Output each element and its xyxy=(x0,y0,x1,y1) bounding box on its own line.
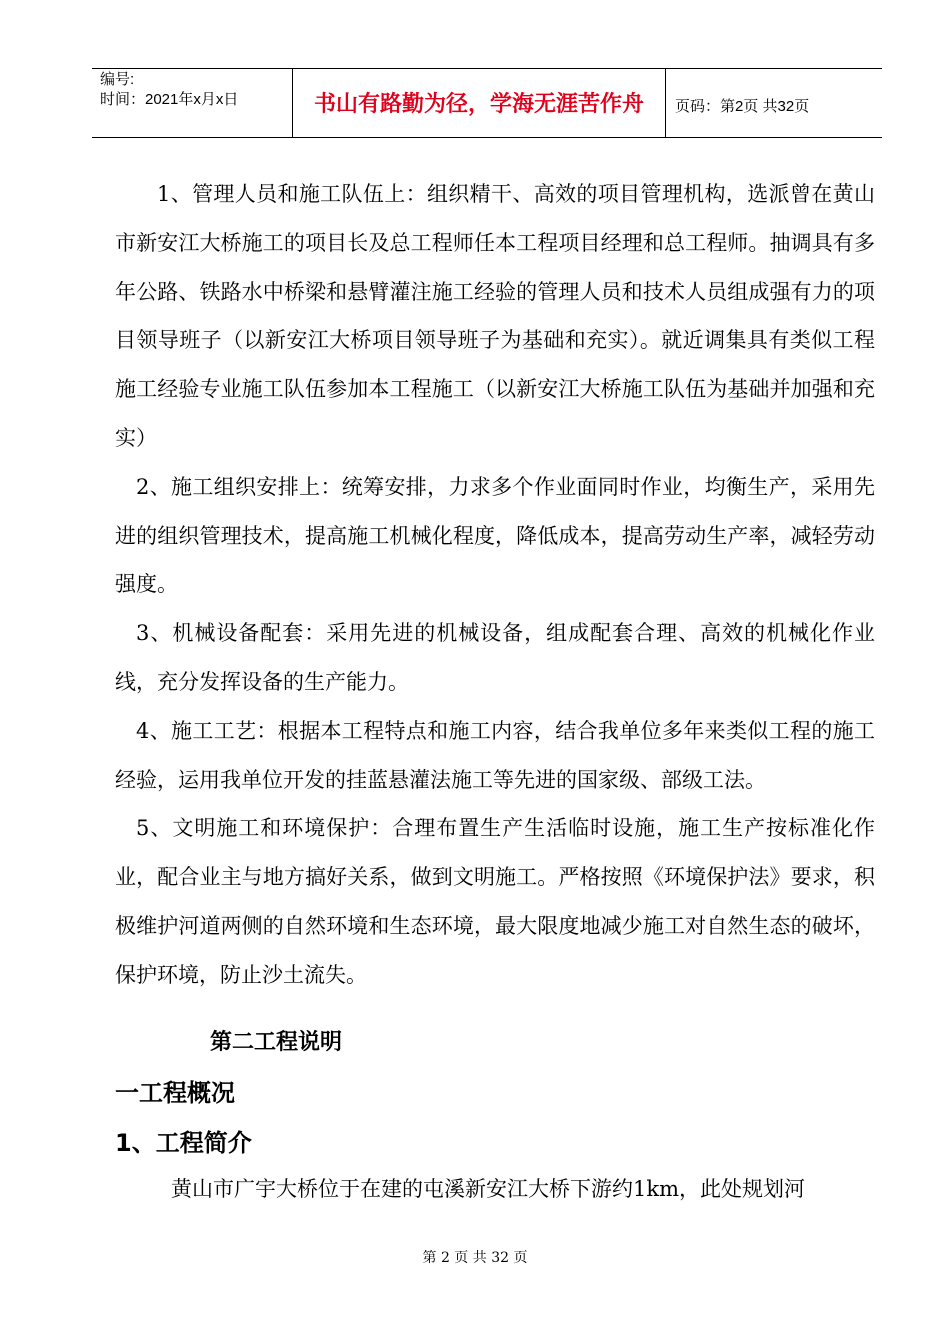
item-heading: 1、工程简介 xyxy=(115,1129,252,1157)
paragraph-3: 3、机械设备配套：采用先进的机械设备，组成配套合理、高效的机械化作业线，充分发挥设备的生产能力。 xyxy=(115,621,875,694)
paragraph-4: 4、施工工艺：根据本工程特点和施工内容，结合我单位多年来类似工程的施工经验，运用我单位开发的挂蓝悬灌法施工等先进的国家级、部级工法。 xyxy=(115,718,875,792)
body-paragraphs xyxy=(115,170,875,1000)
header-meta-cell xyxy=(92,69,292,137)
time-label: 时间：2021年x月x日 xyxy=(100,91,239,108)
paragraph-5: 5、文明施工和环境保护：合理布置生产生活临时设施，施工生产按标准化作业，配合业主与地方搞好关系，做到文明施工。严格按照《环境保护法》要求，积极维护河道两侧的自然环境和生态环境，最大限度地减少施工对自然生态的破坏，保护环境，防止沙土流失。 xyxy=(115,816,875,987)
page-footer: 第 2 页 共 32 页 xyxy=(422,1250,528,1266)
paragraph-2: 2、施工组织安排上：统筹安排，力求多个作业面同时作业，均衡生产，采用先进的组织管理技术，提高施工机械化程度，降低成本，提高劳动生产率，减轻劳动强度。 xyxy=(115,474,875,597)
page-info: 页码：第2页 共32页 xyxy=(675,98,810,115)
header-motto-cell xyxy=(292,69,666,137)
document-header xyxy=(92,68,882,138)
intro-paragraph-block xyxy=(115,1165,875,1214)
paragraph-1: 1、管理人员和施工队伍上：组织精干、高效的项目管理机构，选派曾在黄山市新安江大桥施工的项目长及总工程师任本工程项目经理和总工程师。抽调具有多年公路、铁路水中桥梁和悬臂灌注施工经验的管理人员和技术人员组成强有力的项目领导班子（以新安江大桥项目领导班子为基础和充实）。就近调集具有类似工程施工经验专业施工队伍参加本工程施工（以新安江大桥施工队伍为基础并加强和充实） xyxy=(115,182,875,450)
motto: 书山有路勤为径，学海无涯苦作舟 xyxy=(313,92,644,117)
header-page-cell xyxy=(665,69,882,137)
subsection-heading: 一工程概况 xyxy=(115,1079,235,1107)
intro-paragraph: 黄山市广宇大桥位于在建的屯溪新安江大桥下游约1km，此处规划河 xyxy=(171,1177,805,1201)
section-heading: 第二工程说明 xyxy=(210,1030,343,1055)
number-label: 编号: xyxy=(100,71,135,88)
